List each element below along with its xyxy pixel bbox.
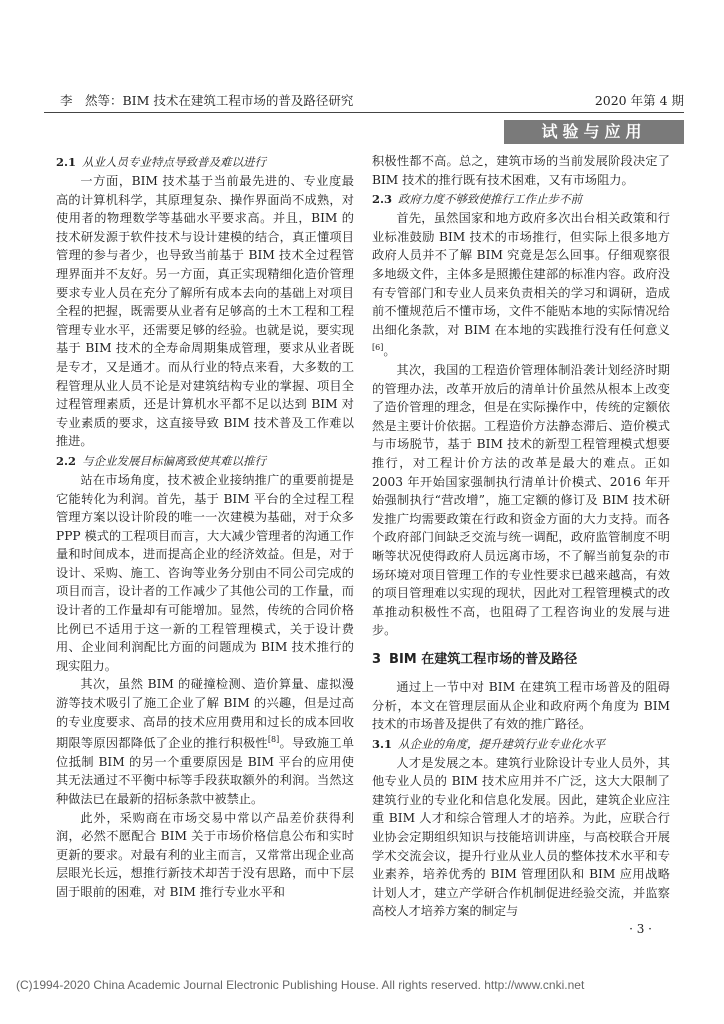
subsection-title: 政府力度不够致使推行工作止步不前 [398, 192, 583, 207]
paragraph-text: 首先，虽然国家和地方政府多次出台相关政策和行业标准鼓励 BIM 技术的市场推行，但实际上很多地方政府人员并不了解 BIM 究竟是怎么回事。仔细观察很多地级文件，主体多是照搬住建部的标准内容。政府没有专管部门和专业人员来负责相关的学习和调研，造成前不懂规范后不懂市场，文件不能贴本地的实际情况给出细化条款，对 BIM 在本地的实践推行没有任何意义 [372, 211, 670, 337]
subsection-2-2-heading [56, 451, 354, 471]
citation-ref: [8] [267, 735, 280, 745]
left-column [56, 152, 355, 900]
subsection-title: 从业人员专业特点导致普及难以进行 [82, 155, 267, 169]
running-header [44, 92, 684, 113]
paragraph-continued: 积极性都不高。总之，建筑市场的当前发展阶段决定了 BIM 技术的推行既有技术困难，又有市场阻力。 [372, 154, 670, 187]
subsection-number: 2.3 [372, 192, 393, 207]
paragraph [56, 675, 354, 808]
citation-ref: [6] [372, 343, 384, 353]
paragraph-text: 。 [383, 344, 396, 359]
paragraph: 人才是发展之本。建筑行业除设计专业人员外，其他专业人员的 BIM 技术应用并不广泛，这大大限制了建筑行业的专业化和信息化发展。因此，建筑企业应注重 BIM 人才和综合管理人才的培养。为此，应联合行业协会定期组织知识与技能培训讲座，与高校联合开展学术交流会议，提升行业从业人员的整体技术水平和专业素养，培养优秀的 BIM 管理团队和 BIM 应用战略计划人才，建立产学研合作机制促进经验交流，并监察高校人才培养方案的制定与 [372, 755, 670, 919]
section-3-heading [372, 650, 670, 670]
paragraph-text: 其次，虽然 BIM 的碰撞检测、造价算量、虚拟漫游等技术吸引了施工企业了解 BIM 的兴趣，但是过高的专业度要求、高昂的技术应用费用和过长的成本回收期限等原因都降低了企业的推行积极性 [56, 677, 354, 751]
paragraph: 其次，我国的工程造价管理体制沿袭计划经济时期的管理办法，改革开放后的清单计价虽然从根本上改变了造价管理的理念，但是在实际操作中，传统的定额依然是主要计价依据。工程造价方法静态滞后、造价模式与市场脱节，基于 BIM 技术的新型工程管理模式想要推行，对工程计价方法的改革是最大的难点。正如 2003 年开始国家强制执行清单计价模式、2016 年开始强制执行“营改增”，施工定额的修订及 BIM 技术研发推广均需要政策在行政和资金方面的大力支持。而各个政府部门间缺乏交流与统一调配，政府监管制度不明晰等状况使得政府人员远离市场，不了解当前复杂的市场环境对项目管理工作的专业性要求已越来越高，有效的项目管理难以实现的现状，因此对工程管理模式的改革推动积极性不高，也阻碍了工程咨询业的发展与进步。 [372, 363, 670, 638]
header-issue: 2020 年第 4 期 [594, 93, 684, 108]
subsection-number: 2.2 [56, 453, 77, 468]
section-title: BIM 在建筑工程市场的普及路径 [389, 651, 578, 667]
paragraph: 通过上一节中对 BIM 在建筑工程市场普及的阻碍分析，本文在管理层面从企业和政府两个角度为 BIM 技术的市场普及提供了有效的推广路径。 [372, 679, 670, 732]
subsection-2-1-heading [56, 152, 354, 172]
subsection-title: 与企业发展目标偏离致使其难以推行 [82, 453, 267, 468]
paragraph: 站在市场角度，技术被企业接纳推广的重要前提是它能转化为利润。首先，基于 BIM 平台的全过程工程管理方案以设计阶段的唯一一次建模为基础，对于众多 PPP 模式的工程项目而言，大大减少管理者的沟通工作量和时间成本，进而提高企业的经济效益。但是，对于设计、采购、施工、咨询等业务分别由不同公司完成的项目而言，设计者的工作减少了其他公司的工作量，而设计者的工作量却有可能增加。显然，传统的合同价格比例已不适用于这一新的工程管理模式，关于设计费用、企业间利润配比方面的问题成为 BIM 技术推行的现实阻力。 [56, 472, 354, 673]
paragraph [372, 209, 670, 361]
paragraph: 此外，采购商在市场交易中常以产品差价获得利润，必然不愿配合 BIM 关于市场价格信息公布和实时更新的要求。对最有利的业主而言，又常常出现企业高层眼光长远，想推行新技术却苦于没有思路，而中下层固于眼前的困难，对 BIM 推行专业水平和 [56, 810, 354, 900]
subsection-2-3-heading [372, 189, 670, 209]
copyright-footer: (C)1994-2020 China Academic Journal Electronic Publishing House. All rights reserved. http://www.cnki.net [16, 978, 585, 992]
subsection-number: 3.1 [372, 736, 393, 751]
section-number: 3 [372, 651, 382, 667]
paragraph: 一方面，BIM 技术基于当前最先进的、专业度最高的计算机科学，其原理复杂、操作界面尚不成熟，对使用者的物理数学等基础水平要求高。并且，BIM 的技术研发源于软件技术与设计建模的结合，真正懂项目管理的参与者少，也导致当前基于 BIM 技术全过程管理界面并不友好。另一方面，真正实现精细化造价管理要求专业人员在充分了解所有成本去向的基础上对项目全程的把握，既需要从业者有足够高的土木工程和工程管理专业水平，还需要足够的经验。也就是说，要实现基于 BIM 技术的全寿命周期集成管理，要求从业者既是专才，又是通才。而从行业的特点来看，大多数的工程管理从业人员不论是对建筑结构专业的掌握、项目全过程管理素质，还是计算机水平都不足以达到 BIM 对专业素质的要求，这直接导致 BIM 技术普及工作难以推进。 [56, 174, 354, 449]
subsection-3-1-heading [372, 734, 670, 754]
header-authors-title: 李 然等：BIM 技术在建筑工程市场的普及路径研究 [60, 93, 354, 108]
subsection-number: 2.1 [56, 155, 77, 169]
paragraph-text: 。导致施工单位抵制 BIM 的另一个重要原因是 BIM 平台的应用使其无法通过不平衡中标等手段获取额外的利润。当然这种做法已在最新的招标条款中被禁止。 [56, 736, 355, 807]
section-banner: 试验与应用 [504, 120, 684, 144]
page-number: · 3 · [629, 922, 652, 936]
right-column [372, 152, 670, 919]
subsection-title: 从企业的角度，提升建筑行业专业化水平 [398, 736, 606, 751]
